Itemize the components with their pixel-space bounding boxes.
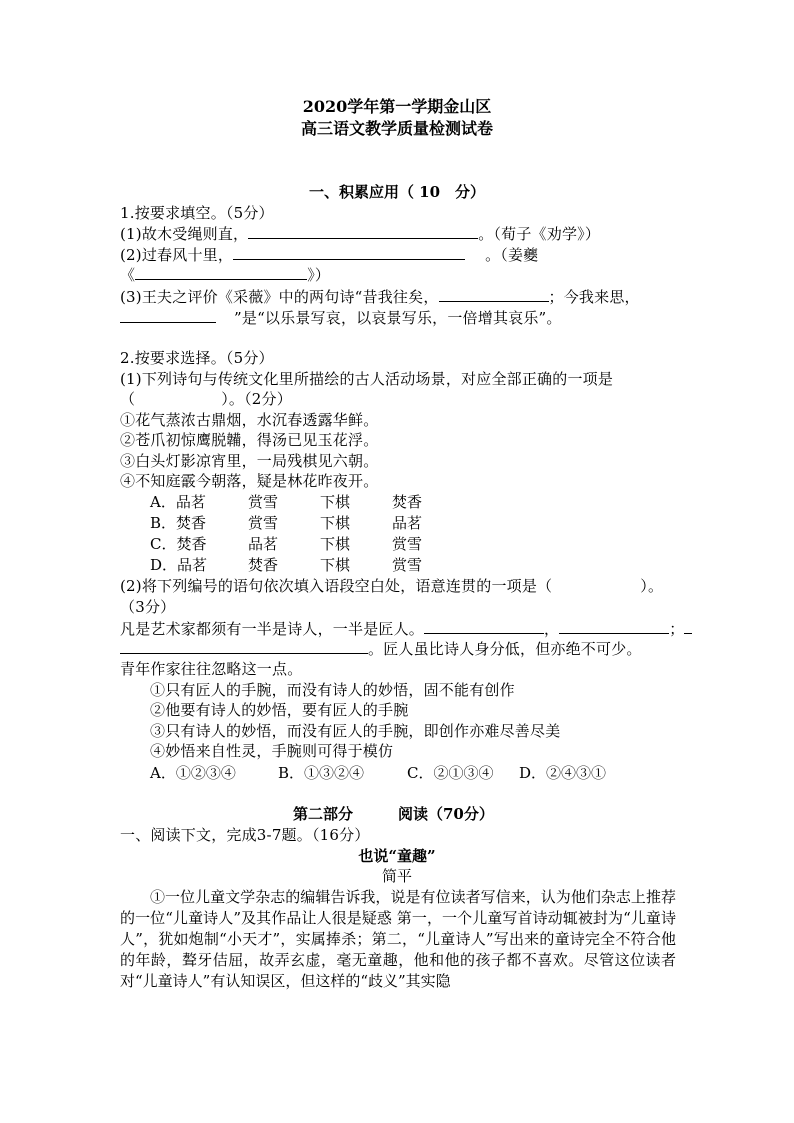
q2-passage-blank-2[interactable] [559, 618, 669, 634]
q2-answer-option[interactable]: D．②④③① [519, 764, 607, 782]
q2-item: ④不知庭霰今朝落，疑是林花昨夜开。 [120, 472, 379, 490]
q1-s2-open: 《 [120, 266, 136, 284]
option-label: C．焚香 [150, 535, 207, 553]
q2-choice: ③只有诗人的妙悟，而没有匠人的手腕，即创作亦难尽善尽美 [150, 722, 561, 740]
exam-title-line1: 2020学年第一学期金山区 [302, 97, 492, 116]
q1-s2-close: 》） [307, 266, 331, 284]
q1-sentence-2 [120, 244, 538, 265]
option-cell: 焚香 [392, 493, 423, 511]
q1-s3-blank-b[interactable] [120, 307, 216, 323]
q2-passage-blank-1[interactable] [424, 618, 544, 634]
q2-sub1-paren-close: ）。（2分） [221, 390, 292, 408]
q2-passage-line1 [120, 618, 692, 639]
option-cell: 品茗 [392, 514, 423, 532]
q2-passage-line2 [120, 638, 642, 659]
exam-title-line2: 高三语文教学质量检测试卷 [300, 119, 493, 138]
q2-item: ②苍爪初惊鹰脱韛，得汤已见玉花浮。 [120, 431, 379, 449]
article-title: 也说“童趣” [358, 847, 436, 865]
q2-passage-blank-3[interactable] [120, 638, 368, 654]
option-label: D．品茗 [150, 556, 208, 574]
q2-choice: ②他要有诗人的妙悟，要有匠人的手腕 [150, 701, 409, 719]
option-cell: 赏雪 [392, 535, 423, 553]
q1-s3-pre: (3)王夫之评价《采薇》中的两句诗“昔我往矣， [120, 288, 439, 306]
option-cell: 焚香 [248, 556, 279, 574]
q1-stem: 1.按要求填空。（5分） [120, 204, 274, 222]
q2-passage-semi: ； [669, 620, 685, 638]
q1-s2-blank[interactable] [233, 244, 465, 260]
q1-sentence-3 [120, 286, 640, 307]
option-cell: 品茗 [248, 535, 279, 553]
q1-sentence-2-source [120, 264, 330, 285]
q2-stem: 2.按要求选择。（5分） [120, 349, 274, 367]
q1-s1-post: 。（荀子《劝学》） [478, 225, 601, 243]
q2-sub1-answer-line [120, 389, 292, 409]
option-label: A．品茗 [150, 493, 206, 511]
q2-item: ③白头灯影凉宵里，一局残棋见六朝。 [120, 452, 379, 470]
part2-heading-a: 第二部分 [293, 805, 354, 823]
q2-sub2-score: （3分） [120, 598, 176, 616]
q2-passage-end: 青年作家往往忽略这一点。 [120, 660, 303, 678]
option-cell: 赏雪 [248, 514, 279, 532]
q1-s1-pre: (1)故木受绳则直， [120, 225, 249, 243]
q2-passage-blank-tail [684, 618, 692, 634]
q2-item: ①花气蒸浓古鼎烟，水沉春透露华鲜。 [120, 411, 379, 429]
q2-choice: ①只有匠人的手腕，而没有诗人的妙悟，固不能有创作 [150, 681, 515, 699]
q2-sub1-paren-open: （ [120, 390, 136, 408]
q1-sentence-3-cont [120, 307, 562, 328]
q1-s2-pre: (2)过春风十里， [120, 246, 234, 264]
q1-s2-source-blank[interactable] [135, 264, 307, 280]
part1-heading: 一、积累应用（ 10 分） [308, 183, 486, 201]
option-cell: 下棋 [320, 514, 351, 532]
q1-s2-post: 。（姜夔 [485, 246, 539, 264]
article-author: 简平 [381, 867, 412, 885]
q2-sub1-text: (1)下列诗句与传统文化里所描绘的古人活动场景，对应全部正确的一项是 [120, 370, 614, 388]
option-cell: 下棋 [320, 493, 351, 511]
q1-s3-post: ”是“以乐景写哀，以哀景写乐，一倍增其哀乐”。 [234, 309, 562, 327]
q2-sub2-stem: (2)将下列编号的语句依次填入语段空白处，语意连贯的一项是（ [120, 577, 553, 595]
q2-sub2-text [120, 576, 663, 596]
q2-passage-pre: 凡是艺术家都须有一半是诗人，一半是匠人。 [120, 620, 425, 638]
q2-passage-post: 。匠人虽比诗人身分低，但亦绝不可少。 [368, 640, 642, 658]
q1-s1-blank[interactable] [248, 223, 478, 239]
option-label: B．焚香 [150, 514, 207, 532]
article-paragraph-1: ①一位儿童文学杂志的编辑告诉我，说是有位读者写信来，认为他们杂志上推荐的一位“儿童诗人”及其作品让人很是疑惑 第一，一个儿童写首诗动辄被封为“儿童诗人”，犹如炮制“小天才”，实属捧杀；第二，“儿童诗人”写出来的童诗完全不符合他的年龄，聱牙佶屈，故弄玄虚，毫无童趣，他和他的孩子都不喜欢。尽管这位读者对“儿童诗人”有认知误区，但这样的“歧义”其实隐 [120, 888, 676, 990]
option-cell: 赏雪 [392, 556, 423, 574]
section-intro: 一、阅读下文，完成3-7题。（16分） [120, 826, 370, 844]
q2-answer-option[interactable]: C．②①③④ [407, 764, 494, 782]
q2-sub2-close: ）。 [640, 577, 664, 595]
q1-sentence-1 [120, 223, 600, 244]
q1-s3-blank-a[interactable] [439, 286, 549, 302]
q2-passage-comma: ， [544, 620, 560, 638]
option-cell: 下棋 [320, 535, 351, 553]
q2-choice: ④妙悟来自性灵，手腕则可得于模仿 [150, 742, 394, 760]
option-cell: 赏雪 [248, 493, 279, 511]
part2-heading-b: 阅读（70分） [398, 805, 494, 823]
q2-answer-option[interactable]: B．①③②④ [278, 764, 365, 782]
q1-s3-mid: ；今我来思， [548, 288, 640, 306]
q2-answer-option[interactable]: A．①②③④ [150, 764, 236, 782]
option-cell: 下棋 [320, 556, 351, 574]
